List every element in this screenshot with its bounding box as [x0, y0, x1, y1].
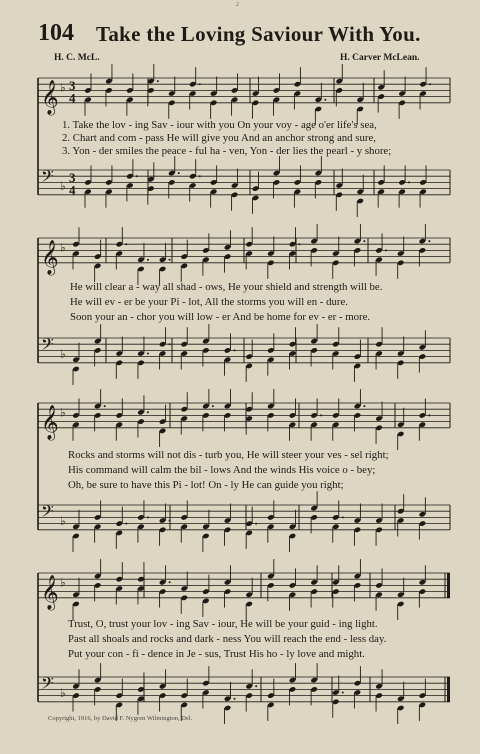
system-1-bass-clef: 𝄢 [41, 165, 54, 190]
system-3-treble-key-flat: ♭ [60, 405, 66, 420]
system-3-treble-note-dot [320, 414, 322, 416]
system-4-bass-note-dot [234, 698, 236, 700]
system-2-bass-note-dot [169, 343, 171, 345]
system-1-treble-key-flat: ♭ [60, 80, 66, 95]
system-3-treble-clef: 𝄞 [41, 404, 59, 440]
system-3-bass-clef: 𝄢 [41, 500, 54, 525]
system-1-bass-time-bottom: 4 [69, 182, 76, 198]
system-4-bass-note-dot [255, 685, 257, 687]
system-4-bass-clef: 𝄢 [41, 672, 54, 697]
copyright-notice: Copyright, 1916, by David F. Nygren Wilmington, Del. [48, 715, 193, 722]
system-3-treble-note-dot [363, 405, 365, 407]
system-4-bass-final-thick-barline [447, 677, 450, 702]
system-2-treble-note-dot [298, 243, 300, 245]
system-2-treble-clef: 𝄞 [41, 239, 59, 275]
system-3-treble-note-dot [147, 411, 149, 413]
lyric-system-1-verse-3: 3. Yon - der smiles the peace - ful ha - ven, Yon - der lies the pearl - y shore; [62, 145, 392, 157]
lyric-system-2-verse-3: Soon your an - chor you will low - er And be home for ev - er - more. [70, 311, 371, 323]
lyric-system-3-verse-1: Rocks and storms will not dis - turb you, He will steer your ves - sel right; [68, 449, 389, 461]
lyric-system-4-verse-2: Past all shoals and rocks and dark - ness You will reach the end - less day. [68, 633, 387, 645]
lyric-system-3-verse-2: His command will calm the bil - lows And the winds His voice o - bey; [68, 464, 376, 476]
system-3-bass-note-dot [125, 523, 127, 525]
system-2-treble-note-dot [125, 243, 127, 245]
system-2-treble-key-flat: ♭ [60, 240, 66, 255]
system-3-treble-note-dot [104, 405, 106, 407]
system-1-treble-time-top: 3 [69, 77, 76, 93]
system-3-bass-note-dot [147, 516, 149, 518]
system-3-treble-note-dot [212, 405, 214, 407]
system-1-treble-time-bottom: 4 [69, 90, 76, 106]
lyric-system-2-verse-2: He will ev - er be your Pi - lot, All the storms you will en - dure. [70, 296, 348, 308]
system-1-treble-note-dot [324, 99, 326, 101]
system-2-treble-note-dot [385, 249, 387, 251]
lyric-system-2-verse-1: He will clear a - way all shad - ows, He your shield and strength will be. [70, 281, 383, 293]
system-2-bass-key-flat: ♭ [60, 346, 66, 361]
system-2-bass-clef: 𝄢 [41, 333, 54, 358]
lyricist-credit: H. C. McL. [54, 53, 100, 63]
lyric-system-3-verse-3: Oh, be sure to have this Pi - lot! On - ly He can guide you right; [68, 479, 344, 491]
system-1-bass-note-dot [136, 175, 138, 177]
system-2-treble-note-dot [169, 259, 171, 261]
system-4-treble-clef: 𝄞 [41, 574, 59, 610]
system-2-treble-note-dot [147, 259, 149, 261]
lyric-system-4-verse-3: Put your con - fi - dence in Je - sus, Trust His ho - ly love and might. [68, 648, 365, 660]
lyric-system-1-verse-1: 1. Take the lov - ing Sav - iour with you On your voy - age o'er life's sea, [62, 119, 377, 131]
system-1-bass-note-dot [199, 175, 201, 177]
system-1-treble-note-dot [157, 80, 159, 82]
system-1-bass-note-dot [408, 181, 410, 183]
system-3-bass-note-dot [169, 520, 171, 522]
system-4-treble-note-dot [169, 581, 171, 583]
hymn-title: Take the Loving Saviour With You. [96, 22, 421, 46]
system-1-bass-note-dot [178, 172, 180, 174]
system-4-bass-note-dot [342, 692, 344, 694]
system-1-treble-clef: 𝄞 [41, 79, 59, 115]
page-mark: 2 [236, 2, 239, 8]
system-2-treble-note-dot [363, 240, 365, 242]
hymn-number: 104 [38, 20, 74, 46]
system-1-treble-note-dot [199, 83, 201, 85]
system-4-treble-key-flat: ♭ [60, 575, 66, 590]
system-3-bass-key-flat: ♭ [60, 513, 66, 528]
system-1-bass-key-flat: ♭ [60, 178, 66, 193]
composer-credit: H. Carver McLean. [340, 53, 420, 63]
system-4-bass-key-flat: ♭ [60, 685, 66, 700]
system-2-bass-note-dot [234, 349, 236, 351]
lyric-system-1-verse-2: 2. Chart and com - pass He will give you And an anchor strong and sure, [62, 132, 376, 144]
system-3-bass-note-dot [342, 516, 344, 518]
system-2-bass-note-dot [147, 353, 149, 355]
system-1-treble-note-dot [429, 83, 431, 85]
system-1-bass-time-top: 3 [69, 169, 76, 185]
system-3-treble-note-dot [428, 414, 430, 416]
system-3-bass-note-dot [255, 523, 257, 525]
system-2-treble-note-dot [428, 240, 430, 242]
system-4-treble-final-thick-barline [447, 573, 450, 598]
lyric-system-4-verse-1: Trust, O, trust your lov - ing Sav - iour, He will be your guid - ing light. [68, 618, 378, 630]
